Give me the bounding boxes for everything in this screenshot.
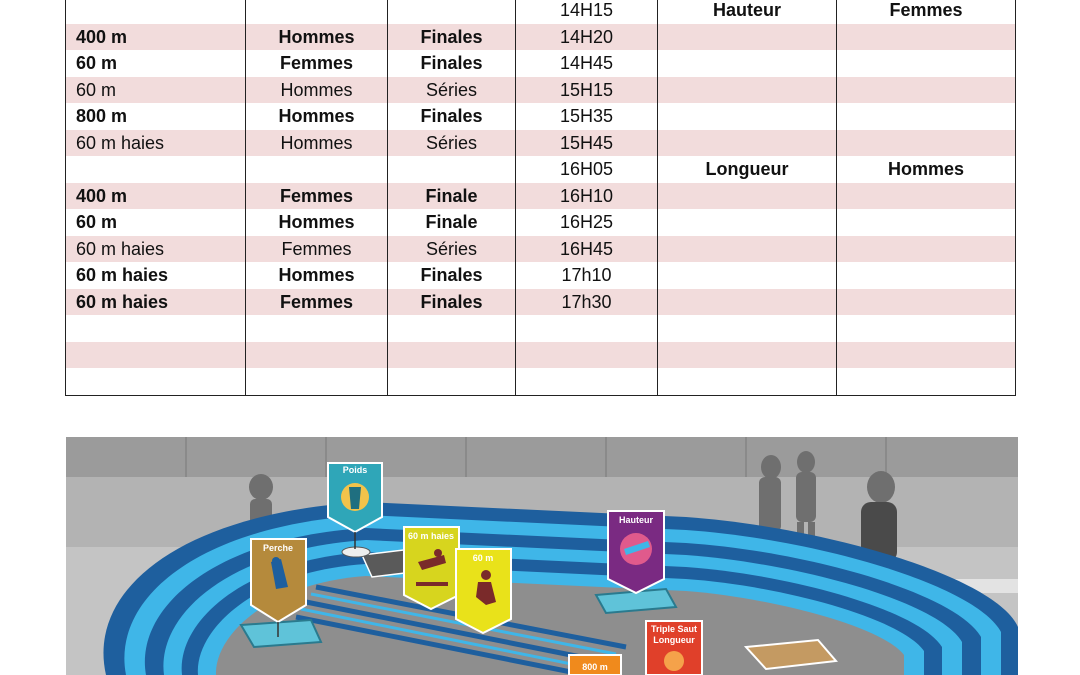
cell-time: 17h10	[516, 262, 658, 289]
svg-text:800 m: 800 m	[582, 662, 608, 672]
cell-round	[388, 156, 516, 183]
cell-gender: Hommes	[246, 209, 388, 236]
cell-gender: Femmes	[246, 289, 388, 316]
cell-field-event	[658, 236, 837, 263]
svg-text:Poids: Poids	[342, 465, 368, 475]
cell-event: 60 m haies	[66, 236, 246, 263]
schedule-row	[66, 209, 1016, 236]
cell-round: Finales	[388, 262, 516, 289]
cell-event	[66, 368, 246, 395]
schedule-row	[66, 103, 1016, 130]
cell-gender	[246, 315, 388, 342]
cell-round: Finales	[388, 289, 516, 316]
cell-round: Finale	[388, 209, 516, 236]
cell-gender: Hommes	[246, 103, 388, 130]
svg-text:Triple Saut: Triple Saut	[650, 624, 698, 634]
cell-time: 15H15	[516, 77, 658, 104]
schedule-row	[66, 236, 1016, 263]
svg-text:Longueur: Longueur	[653, 635, 695, 645]
cell-time: 16H10	[516, 183, 658, 210]
cell-event: 800 m	[66, 103, 246, 130]
cell-event	[66, 156, 246, 183]
cell-round	[388, 0, 516, 24]
banner-triple-saut	[646, 621, 702, 675]
cell-event	[66, 0, 246, 24]
cell-gender: Femmes	[246, 50, 388, 77]
cell-gender: Femmes	[246, 236, 388, 263]
cell-gender	[246, 0, 388, 24]
cell-field-event	[658, 289, 837, 316]
cell-event: 60 m haies	[66, 262, 246, 289]
cell-field-event	[658, 342, 837, 369]
cell-round: Séries	[388, 236, 516, 263]
schedule-row	[66, 130, 1016, 157]
schedule-row	[66, 368, 1016, 395]
schedule-row	[66, 24, 1016, 51]
cell-gender: Hommes	[246, 130, 388, 157]
cell-gender	[246, 156, 388, 183]
svg-text:60 m haies: 60 m haies	[407, 531, 455, 541]
cell-field-gender: Femmes	[837, 0, 1016, 24]
cell-field-gender	[837, 289, 1016, 316]
cell-field-gender	[837, 209, 1016, 236]
schedule-row	[66, 289, 1016, 316]
cell-round: Finales	[388, 24, 516, 51]
cell-field-event	[658, 130, 837, 157]
cell-time: 16H25	[516, 209, 658, 236]
cell-event	[66, 315, 246, 342]
cell-field-event	[658, 368, 837, 395]
cell-field-event	[658, 262, 837, 289]
cell-field-gender	[837, 130, 1016, 157]
cell-time: 14H20	[516, 24, 658, 51]
cell-event: 60 m	[66, 209, 246, 236]
svg-text:60 m: 60 m	[472, 553, 494, 563]
cell-field-event	[658, 50, 837, 77]
cell-field-gender	[837, 24, 1016, 51]
cell-round	[388, 315, 516, 342]
cell-event: 60 m haies	[66, 289, 246, 316]
cell-field-gender	[837, 342, 1016, 369]
cell-field-gender	[837, 262, 1016, 289]
cell-event: 60 m	[66, 50, 246, 77]
cell-time: 17h30	[516, 289, 658, 316]
cell-event: 60 m	[66, 77, 246, 104]
cell-field-event	[658, 24, 837, 51]
schedule-row	[66, 156, 1016, 183]
cell-time: 16H45	[516, 236, 658, 263]
banner-60m	[456, 549, 511, 633]
cell-field-event	[658, 183, 837, 210]
cell-gender: Femmes	[246, 183, 388, 210]
schedule-row	[66, 262, 1016, 289]
cell-field-event	[658, 77, 837, 104]
cell-round: Séries	[388, 130, 516, 157]
svg-text:Hauteur: Hauteur	[618, 515, 654, 525]
banner-60m-haies	[404, 527, 459, 609]
cell-time: 14H15	[516, 0, 658, 24]
stadium-map	[66, 437, 1018, 675]
schedule-row	[66, 0, 1016, 24]
schedule-row	[66, 183, 1016, 210]
cell-time: 16H05	[516, 156, 658, 183]
cell-field-gender	[837, 368, 1016, 395]
cell-gender: Hommes	[246, 77, 388, 104]
schedule-row	[66, 315, 1016, 342]
cell-field-event	[658, 209, 837, 236]
schedule-row	[66, 50, 1016, 77]
banner-800m	[569, 655, 621, 675]
cell-field-gender	[837, 315, 1016, 342]
cell-field-event	[658, 103, 837, 130]
cell-time: 15H45	[516, 130, 658, 157]
cell-time	[516, 342, 658, 369]
svg-text:Perche: Perche	[262, 543, 294, 553]
schedule-table	[65, 0, 1016, 396]
cell-time	[516, 368, 658, 395]
cell-field-gender	[837, 183, 1016, 210]
cell-round: Finales	[388, 50, 516, 77]
stadium-illustration	[66, 437, 1018, 675]
cell-round: Finales	[388, 103, 516, 130]
cell-time	[516, 315, 658, 342]
cell-round: Séries	[388, 77, 516, 104]
cell-field-gender	[837, 103, 1016, 130]
cell-field-gender: Hommes	[837, 156, 1016, 183]
banner-hauteur	[608, 511, 664, 593]
cell-event: 400 m	[66, 183, 246, 210]
cell-round	[388, 342, 516, 369]
schedule-row	[66, 342, 1016, 369]
cell-time: 14H45	[516, 50, 658, 77]
cell-round: Finale	[388, 183, 516, 210]
cell-gender	[246, 368, 388, 395]
schedule-row	[66, 77, 1016, 104]
cell-event: 60 m haies	[66, 130, 246, 157]
cell-event: 400 m	[66, 24, 246, 51]
cell-field-event: Hauteur	[658, 0, 837, 24]
cell-event	[66, 342, 246, 369]
cell-field-event	[658, 315, 837, 342]
cell-field-event: Longueur	[658, 156, 837, 183]
cell-round	[388, 368, 516, 395]
cell-gender: Hommes	[246, 262, 388, 289]
cell-field-gender	[837, 236, 1016, 263]
cell-gender: Hommes	[246, 24, 388, 51]
cell-gender	[246, 342, 388, 369]
cell-time: 15H35	[516, 103, 658, 130]
cell-field-gender	[837, 77, 1016, 104]
cell-field-gender	[837, 50, 1016, 77]
